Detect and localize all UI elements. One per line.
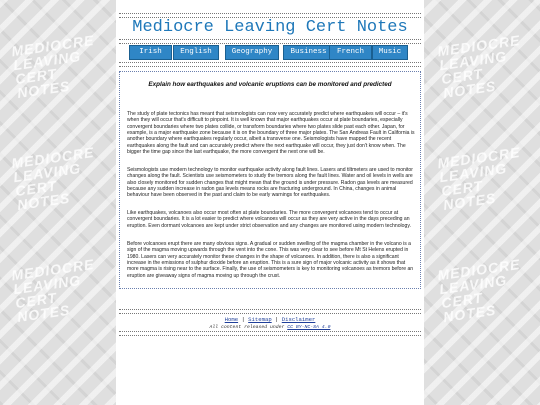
license-link[interactable]: CC BY-NC-SA 4.0 <box>287 325 331 330</box>
watermark: MEDIOCRE LEAVING CERT NOTES <box>436 143 522 213</box>
footer-link-disclaimer[interactable]: Disclaimer <box>281 316 316 323</box>
article-paragraph: Before volcanoes erupt there are many obvious signs. A gradual or sudden swelling of the magma chamber in the volcano is a sign of the magma moving upwards through the vent into the cone. This was very clear to see before Mt St Helens erupted in 1980. Lasers can very accurately monitor these changes in the shape of volcanoes. In addition, there is also a significant increase in the emissions of sulphur dioxide before an eruption. This is a sure sign of major volcanic activity as it shows that more magma is rising near to the surface. Finally, the use of seismometers is key to monitoring volcanoes as tremors before an eruption are giveaway signs of magma moving up through the crust. <box>127 241 414 279</box>
footer-link-home[interactable]: Home <box>224 316 239 323</box>
nav-button-geography[interactable]: Geography <box>225 45 279 60</box>
watermark: MEDIOCRE LEAVING CERT NOTES <box>10 31 96 101</box>
nav-button-business[interactable]: Business <box>283 45 334 60</box>
divider <box>119 39 421 44</box>
article-paragraph: The study of plate tectonics has meant that seismologists can now very accurately predict where earthquakes will occur – it's when they will occur that's difficult to pinpoint. It is well known that major earthquakes occur at plate boundaries, especially convergent boundaries where two plates collide, or transform boundaries where two plates slide past each other. Japan, for example, is a major earthquake zone because it is on the boundary of three major plates. The San Andreas Fault in California is another boundary where earthquakes regularly occur, albeit a transverse one. Seismologists have mapped the recent earthquakes along the fault and can accurately predict where the next earthquake will occur, they just don't know when. The bigger the time gap since the last earthquake, the more convergent the next one will be. <box>127 111 415 156</box>
article-box <box>119 71 421 289</box>
footer-links <box>116 316 424 324</box>
article-paragraph: Like earthquakes, volcanoes also occur most often at plate boundaries. The more convergent volcanoes tend to occur at convergent boundaries. It is a lot easier to predict where volcanoes will occur as they are very active in the days preceding an eruption. Even dormant volcanoes are kept under strict observation and any changes are monitored using modern technology. <box>127 210 411 229</box>
license-text: All content released under <box>209 325 285 330</box>
main-nav <box>129 45 419 59</box>
page-column <box>116 0 424 405</box>
nav-button-french[interactable]: French <box>329 45 372 60</box>
watermark: MEDIOCRE LEAVING CERT NOTES <box>436 255 522 325</box>
footer-separator: | <box>275 316 279 323</box>
article-paragraph: Seismologists use modern technology to monitor earthquake activity along fault lines. Lasers and tiltmeters are used to monitor changes along the fault. Scientists use seismometers to study the tremors along the fault lines. Water and oil levels in wells are also closely monitored for sudden changes that might mean that the ground is under pressure. Radon gas levels are measured because any sudden increase in radon gas levels means rocks are fracturing underground. In China, changes in animal behaviour have been observed in the past and claim to be early warnings for earthquakes. <box>127 167 413 199</box>
watermark: MEDIOCRE LEAVING CERT NOTES <box>436 31 522 101</box>
nav-button-music[interactable]: Music <box>372 45 408 60</box>
watermark: MEDIOCRE LEAVING CERT NOTES <box>10 143 96 213</box>
divider <box>119 331 421 336</box>
watermark: MEDIOCRE LEAVING CERT NOTES <box>10 255 96 325</box>
article-heading: Explain how earthquakes and volcanic eruptions can be monitored and predicted <box>148 81 392 88</box>
divider <box>119 62 421 67</box>
divider <box>119 309 421 314</box>
nav-button-irish[interactable]: Irish <box>129 45 172 60</box>
site-title: Mediocre Leaving Cert Notes <box>132 18 408 37</box>
footer <box>116 316 424 332</box>
footer-link-sitemap[interactable]: Sitemap <box>248 316 272 323</box>
nav-button-english[interactable]: English <box>173 45 219 60</box>
footer-separator: | <box>241 316 245 323</box>
